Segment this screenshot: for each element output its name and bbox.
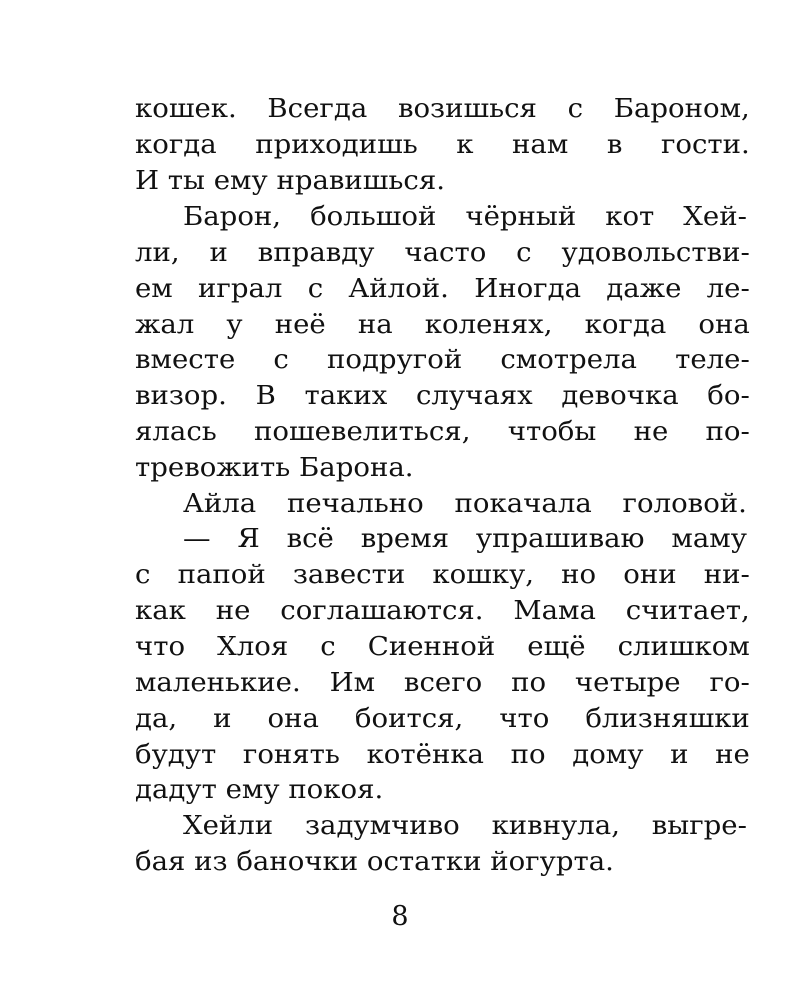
text-line: будут гонять котёнка по дому и не [135, 740, 750, 770]
text-line: что Хлоя с Сиенной ещё слишком [135, 632, 750, 662]
text-line: бая из баночки остатки йогурта. [135, 847, 614, 877]
text-line: кошек. Всегда возишься с Бароном, [135, 94, 750, 124]
text-line: И ты ему нравишься. [135, 166, 446, 196]
text-line: Хейли задумчиво кивнула, выгре- [183, 811, 747, 841]
text-line: ли, и вправду часто с удовольстви- [135, 238, 750, 268]
text-line: ем играл с Айлой. Иногда даже ле- [135, 274, 750, 304]
text-line: с папой завести кошку, но они ни- [135, 560, 750, 590]
text-line: дадут ему покоя. [135, 775, 384, 805]
text-line: Барон, большой чёрный кот Хей- [183, 202, 747, 232]
text-line: ялась пошевелиться, чтобы не по- [135, 417, 750, 447]
text-line: да, и она боится, что близняшки [135, 704, 750, 734]
text-line: вместе с подругой смотрела теле- [135, 345, 750, 375]
text-line: маленькие. Им всего по четыре го- [135, 668, 750, 698]
text-line: когда приходишь к нам в гости. [135, 130, 750, 160]
text-line: жал у неё на коленях, когда она [135, 310, 750, 340]
text-line: Айла печально покачала головой. [183, 489, 747, 519]
text-line: — Я всё время упрашиваю маму [183, 524, 747, 554]
text-line: тревожить Барона. [135, 453, 414, 483]
page-number: 8 [391, 901, 409, 932]
text-line: визор. В таких случаях девочка бо- [135, 381, 750, 411]
text-line: как не соглашаются. Мама считает, [135, 596, 750, 626]
